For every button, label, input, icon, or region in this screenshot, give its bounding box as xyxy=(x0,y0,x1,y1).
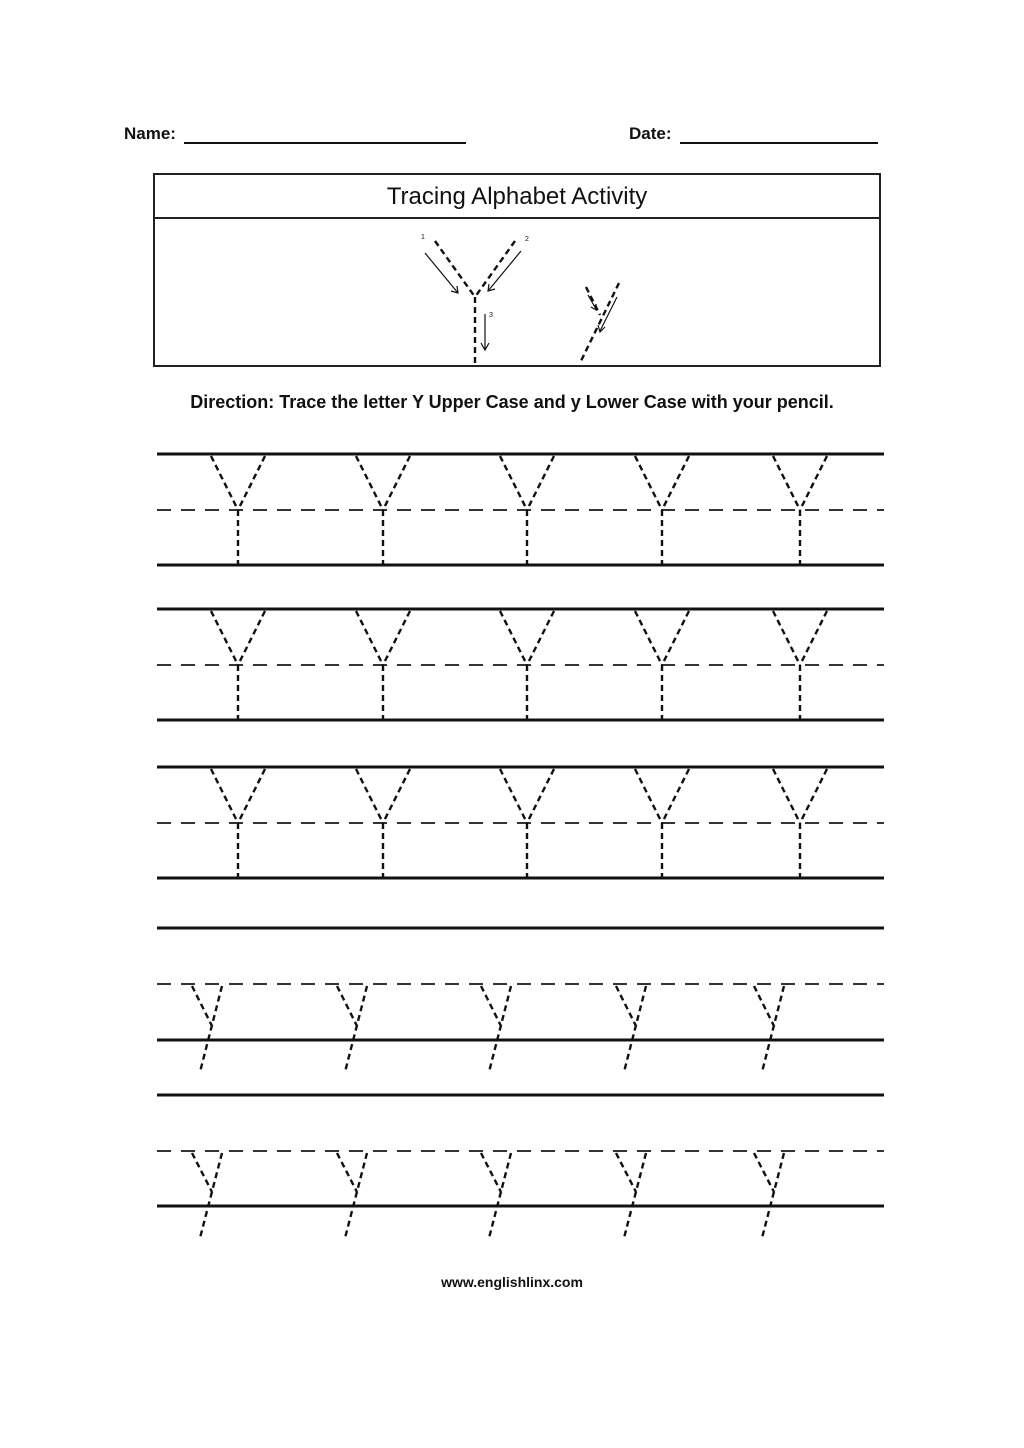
trace-upper-y-right-stroke xyxy=(800,456,827,510)
trace-upper-y-left-stroke xyxy=(356,456,383,510)
stroke-number-1: 1 xyxy=(421,234,425,241)
trace-upper-y-right-stroke xyxy=(383,456,410,510)
trace-lower-y-left-stroke xyxy=(337,1153,357,1192)
trace-lower-y-left-stroke xyxy=(192,1153,212,1192)
trace-lower-y-left-stroke xyxy=(481,1153,501,1192)
trace-lower-y-right-stroke xyxy=(345,1153,367,1238)
trace-lower-y-left-stroke xyxy=(616,1153,636,1192)
trace-upper-y-left-stroke xyxy=(773,456,800,510)
trace-lower-y-right-stroke xyxy=(762,986,784,1072)
trace-upper-y-right-stroke xyxy=(238,769,265,823)
trace-lower-y-right-stroke xyxy=(489,986,511,1072)
trace-upper-y-left-stroke xyxy=(356,611,383,665)
trace-lower-y-right-stroke xyxy=(345,986,367,1072)
direction-text: Direction: Trace the letter Y Upper Case and y Lower Case with your pencil. xyxy=(190,392,834,412)
stroke-number-3: 3 xyxy=(489,312,493,319)
trace-upper-y-left-stroke xyxy=(356,769,383,823)
trace-upper-y-left-stroke xyxy=(635,611,662,665)
trace-upper-y-right-stroke xyxy=(527,769,554,823)
trace-upper-y-right-stroke xyxy=(383,769,410,823)
trace-lower-y-right-stroke xyxy=(624,986,646,1072)
trace-upper-y-left-stroke xyxy=(500,769,527,823)
date-label: Date: xyxy=(629,124,672,143)
trace-lower-y-right-stroke xyxy=(200,986,222,1072)
trace-upper-y-right-stroke xyxy=(662,456,689,510)
trace-lower-y-left-stroke xyxy=(481,986,501,1026)
trace-lower-y-left-stroke xyxy=(192,986,212,1026)
trace-upper-y-right-stroke xyxy=(238,456,265,510)
trace-upper-y-left-stroke xyxy=(635,456,662,510)
trace-lower-y-right-stroke xyxy=(624,1153,646,1238)
trace-upper-y-left-stroke xyxy=(500,611,527,665)
name-label: Name: xyxy=(124,124,176,143)
trace-lower-y-right-stroke xyxy=(762,1153,784,1238)
trace-upper-y-right-stroke xyxy=(527,611,554,665)
stroke-number-2: 2 xyxy=(525,236,529,243)
trace-upper-y-right-stroke xyxy=(527,456,554,510)
activity-title: Tracing Alphabet Activity xyxy=(155,175,879,219)
trace-upper-y-right-stroke xyxy=(383,611,410,665)
trace-upper-y-left-stroke xyxy=(211,769,238,823)
trace-lower-y-right-stroke xyxy=(200,1153,222,1238)
trace-upper-y-right-stroke xyxy=(800,611,827,665)
trace-upper-y-left-stroke xyxy=(211,456,238,510)
trace-upper-y-left-stroke xyxy=(773,769,800,823)
trace-upper-y-left-stroke xyxy=(211,611,238,665)
trace-lower-y-left-stroke xyxy=(754,1153,774,1192)
trace-upper-y-right-stroke xyxy=(662,611,689,665)
trace-lower-y-left-stroke xyxy=(616,986,636,1026)
trace-lower-y-left-stroke xyxy=(754,986,774,1026)
website-footer: www.englishlinx.com xyxy=(441,1274,583,1290)
trace-upper-y-left-stroke xyxy=(500,456,527,510)
trace-lower-y-right-stroke xyxy=(489,1153,511,1238)
trace-lower-y-left-stroke xyxy=(337,986,357,1026)
trace-upper-y-right-stroke xyxy=(800,769,827,823)
trace-upper-y-left-stroke xyxy=(635,769,662,823)
trace-upper-y-right-stroke xyxy=(238,611,265,665)
trace-upper-y-right-stroke xyxy=(662,769,689,823)
trace-upper-y-left-stroke xyxy=(773,611,800,665)
